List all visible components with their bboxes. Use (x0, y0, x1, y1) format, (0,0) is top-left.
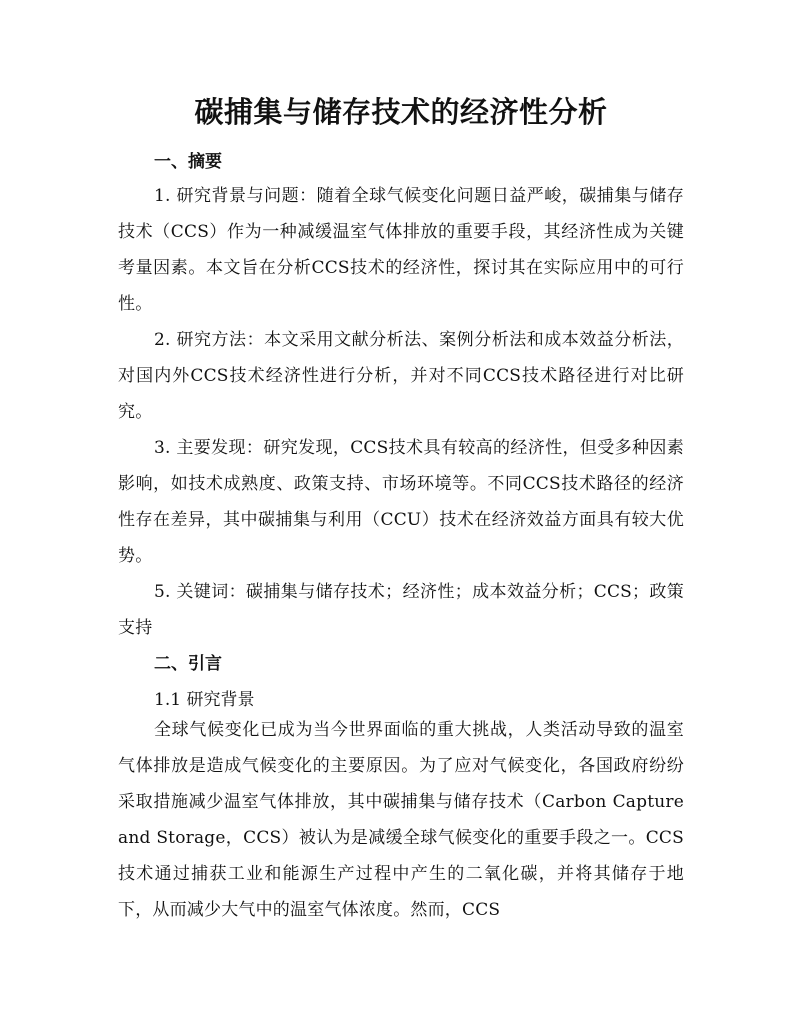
section-heading-introduction: 二、引言 (154, 654, 222, 674)
subsection-heading-background: 1.1 研究背景 (154, 690, 255, 710)
abstract-item-findings: 3. 主要发现：研究发现，CCS技术具有较高的经济性，但受多种因素影响，如技术成熟度、政策支持、市场环境等。不同CCS技术路径的经济性存在差异，其中碳捕集与利用（CCU）技术在经济效益方面具有较大优势。 (118, 438, 684, 566)
abstract-item-method: 2. 研究方法：本文采用文献分析法、案例分析法和成本效益分析法，对国内外CCS技术经济性进行分析，并对不同CCS技术路径进行对比研究。 (118, 330, 684, 422)
introduction-paragraph: 全球气候变化已成为当今世界面临的重大挑战，人类活动导致的温室气体排放是造成气候变化的主要原因。为了应对气候变化，各国政府纷纷采取措施减少温室气体排放，其中碳捕集与储存技术（Carbon Capture and Storage，CCS）被认为是减缓全球气候变化的重要手段之一。CCS技术通过捕获工业和能源生产过程中产生的二氧化碳，并将其储存于地下，从而减少大气中的温室气体浓度。然而，CCS (118, 720, 684, 920)
abstract-item-background: 1. 研究背景与问题：随着全球气候变化问题日益严峻，碳捕集与储存技术（CCS）作为一种减缓温室气体排放的重要手段，其经济性成为关键考量因素。本文旨在分析CCS技术的经济性，探讨其在实际应用中的可行性。 (118, 186, 684, 314)
section-heading-abstract: 一、摘要 (154, 152, 222, 172)
abstract-item-keywords: 5. 关键词：碳捕集与储存技术；经济性；成本效益分析；CCS；政策支持 (118, 582, 684, 638)
document-title: 碳捕集与储存技术的经济性分析 (194, 95, 608, 129)
